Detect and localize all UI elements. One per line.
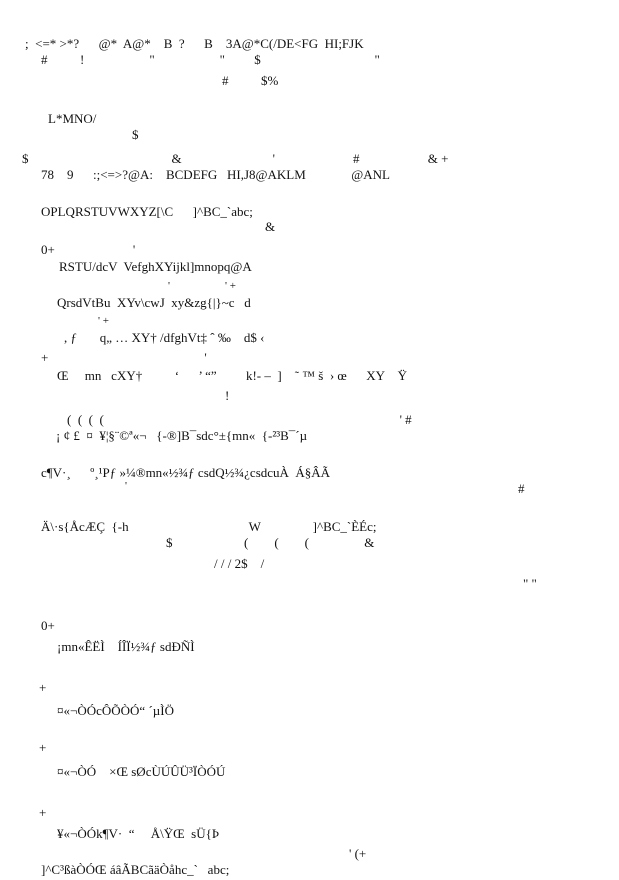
body-mark-2: ' ' + (168, 280, 236, 292)
header-line-1: ; <=* >*? @* A@* B ? B 3A@*C(/DE<FG HI;FJK (25, 36, 364, 51)
list-item-4: ¥«¬ÒÓk¶V· “ Å\ŸŒ sÜ{Þ (57, 826, 220, 841)
header-line-2: # ! " " $ " (41, 52, 380, 67)
body-mark-6: ' (125, 480, 127, 492)
body-line-6: Œ mn cXY† ‘ ’ “” k!- – ] ˜ ™ š › œ XY Ÿ (57, 368, 407, 383)
list-item-2: ¤«¬ÒÓcÔÕÒÓ“ ´µÌÖ (57, 703, 174, 718)
footer-mark: ' (+ (349, 846, 367, 861)
footer-line: ]^C³ßàÒÓŒ áâÃBCãäÒåhc_` abc; (41, 862, 230, 877)
body-line-3: RSTU/dcV VefghXYijkl]mnopq@A (59, 259, 252, 274)
section-title-mark: $ (132, 127, 139, 142)
body-line-1: 78 9 :;<=>?@A: BCDEFG HI,J8@AKLM @ANL (41, 167, 390, 182)
list-item-1: ¡mn«ÊËÌ ÍÎÏ½¾ƒ sdÐÑÌ (57, 639, 195, 654)
section-title: L*MNO/ (48, 111, 97, 126)
body-line-2: OPLQRSTUVWXYZ[\C ]^BC_`abc; (41, 204, 253, 219)
body-line-12: / / / 2$ / (214, 556, 265, 571)
separator-line: $ & ' # & + (22, 151, 449, 166)
body-line-5: , ƒ q„ … XY† /dfghVt‡ ˆ ‰ d$ ‹ (64, 330, 265, 345)
body-line-9: c¶V·¸ º¸¹Pƒ »¼®mn«½¾ƒ csdQ½¾¿csdcuÀ Á§ÂÃ (41, 465, 331, 480)
body-line-7: ( ( ( ( ' # (67, 412, 412, 427)
body-mark-8: " " (523, 576, 537, 591)
list-marker-3: + (39, 740, 47, 755)
body-mark-1: & (265, 219, 276, 234)
bullet-mark-1: 0+ ' (41, 242, 136, 257)
list-item-3: ¤«¬ÒÓ ×Œ sØcÙÚÛÜ³ÏÒÓÚ (57, 764, 226, 779)
list-marker-4: + (39, 805, 47, 820)
list-marker-2: + (39, 680, 47, 695)
list-marker-1: 0+ (41, 618, 55, 633)
body-line-11: $ ( ( ( & (166, 535, 375, 550)
body-line-10: Ä\·s{ÅcÆÇ {-h W ]^BC_`ÈÉc; (41, 519, 377, 534)
body-mark-5: ! (225, 388, 230, 403)
body-line-4: QrsdVtBu XYv\cwJ xy&zg{|}~c d (57, 295, 251, 310)
body-line-8: ¡ ¢ £ ¤ ¥¦§¨©ª«¬ {-®]B¯sdc°±{mn« {-²³B¯´µ (56, 428, 308, 443)
body-mark-7: # (518, 481, 525, 496)
body-mark-3: ' + (98, 315, 109, 327)
body-mark-4: + ' (41, 350, 207, 365)
header-line-3: # $% (222, 73, 279, 88)
